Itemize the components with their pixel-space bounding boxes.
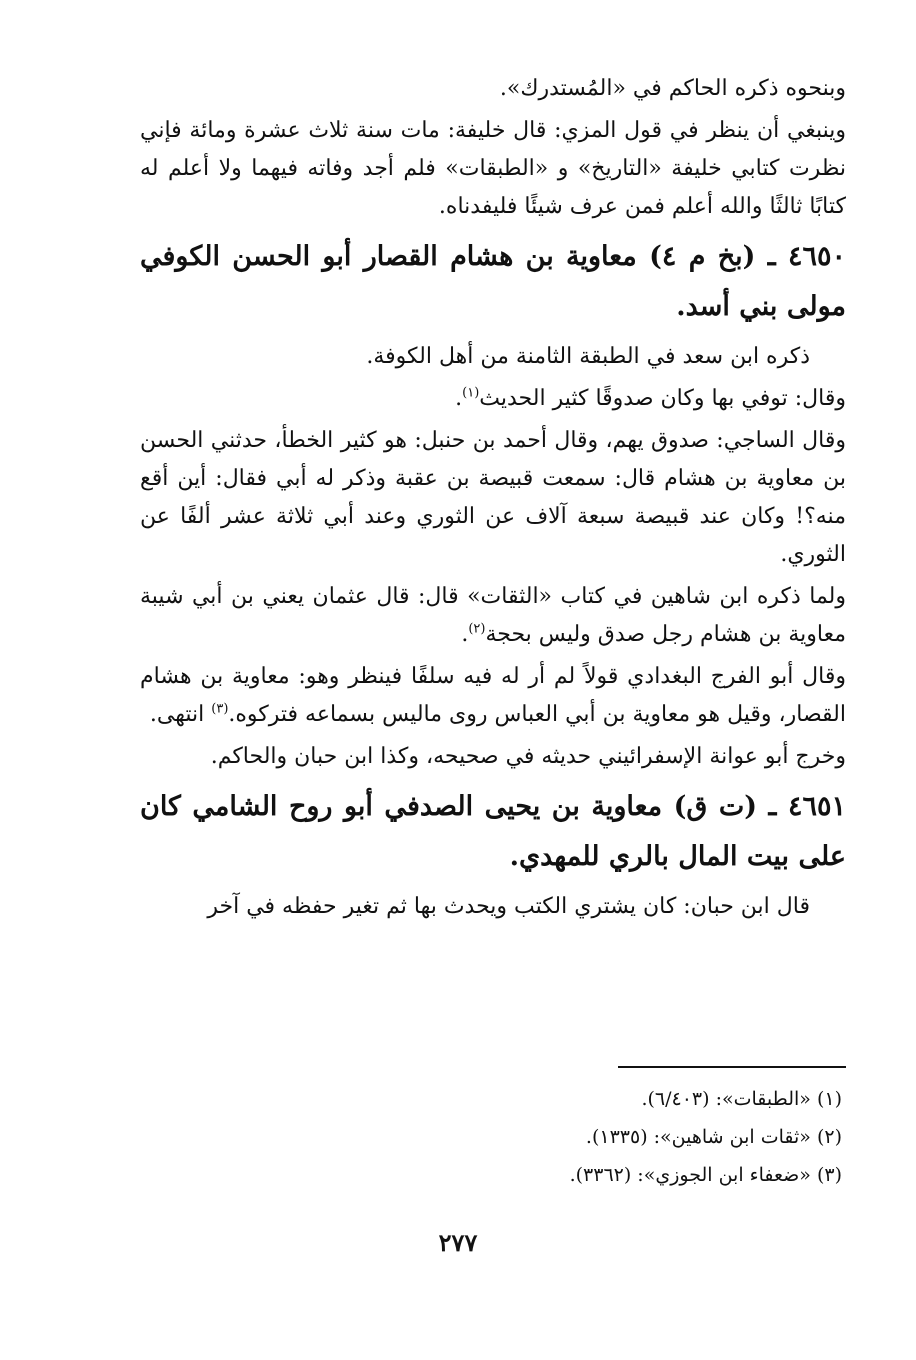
entry-heading-4650: ٤٦٥٠ ـ (بخ م ٤) معاوية بن هشام القصار أبو الحسن الكوفي مولى بني أسد. bbox=[140, 241, 846, 322]
paragraph-mizzi-khalifa: وينبغي أن ينظر في قول المزي: قال خليفة: مات سنة ثلاث عشرة ومائة فإني نظرت كتابي خليفة «التاريخ» و «الطبقات» فلم أجد وفاته فيهما ولا أعلم له كتابًا ثالثًا والله أعلم فمن عرف شيئًا فليفدناه. bbox=[140, 118, 846, 219]
footnote-3: (٣) «ضعفاء ابن الجوزي»: (٣٣٦٢). bbox=[569, 1164, 842, 1186]
paragraph-ibn-shahin-end: . bbox=[461, 622, 469, 647]
footnote-ref-2: (٢) bbox=[468, 621, 486, 637]
paragraph-mustadrak: وبنحوه ذكره الحاكم في «المُستدرك». bbox=[499, 76, 846, 101]
paragraph-abu-al-faraj-end: انتهى. bbox=[149, 702, 212, 727]
paragraph-death-note bbox=[140, 380, 846, 418]
footnote-ref-3: (٣) bbox=[211, 701, 229, 717]
paragraph-death-end: . bbox=[455, 386, 463, 411]
paragraph-saji: وقال الساجي: صدوق يهم، وقال أحمد بن حنبل: هو كثير الخطأ، حدثني الحسن بن معاوية بن هشام قال: سمعت قبيصة بن عقبة وذكر له أبي فقال: أين أقع منه؟! وكان عند قبيصة سبعة آلاف عن الثوري وعند أبي ثلاثة عشر ألفًا عن الثوري. bbox=[140, 428, 846, 567]
paragraph-ibn-hibban: قال ابن حبان: كان يشتري الكتب ويحدث بها ثم تغير حفظه في آخر bbox=[207, 894, 810, 919]
footnotes bbox=[140, 1080, 846, 1194]
page-number: ٢٧٧ bbox=[438, 1228, 478, 1257]
footnote-ref-1: (١) bbox=[462, 385, 480, 401]
paragraph-ibn-shahin-text: ولما ذكره ابن شاهين في كتاب «الثقات» قال: قال عثمان يعني بن أبي شيبة معاوية بن هشام رجل صدق وليس بحجة bbox=[140, 584, 846, 647]
paragraph-death-text: وقال: توفي بها وكان صدوقًا كثير الحديث bbox=[479, 386, 846, 411]
paragraph-abu-al-faraj bbox=[140, 658, 846, 734]
footnote-divider bbox=[618, 1066, 846, 1068]
paragraph-abu-awana: وخرج أبو عوانة الإسفرائيني حديثه في صحيحه، وكذا ابن حبان والحاكم. bbox=[210, 744, 846, 769]
paragraph-ibn-saad: ذكره ابن سعد في الطبقة الثامنة من أهل الكوفة. bbox=[366, 344, 810, 369]
paragraph-abu-al-faraj-text: وقال أبو الفرج البغدادي قولاً لم أر له فيه سلفًا فينظر وهو: معاوية بن هشام القصار، وقيل هو معاوية بن أبي العباس روى ماليس بسماعه فتركوه. bbox=[140, 664, 846, 727]
entry-heading-4651: ٤٦٥١ ـ (ت ق) معاوية بن يحيى الصدفي أبو روح الشامي كان على بيت المال بالري للمهدي. bbox=[140, 791, 846, 872]
page-body bbox=[140, 70, 846, 930]
paragraph-ibn-shahin bbox=[140, 578, 846, 654]
footnote-2: (٢) «ثقات ابن شاهين»: (١٣٣٥). bbox=[585, 1126, 842, 1148]
footnote-1: (١) «الطبقات»: (٦/٤٠٣). bbox=[641, 1088, 842, 1110]
